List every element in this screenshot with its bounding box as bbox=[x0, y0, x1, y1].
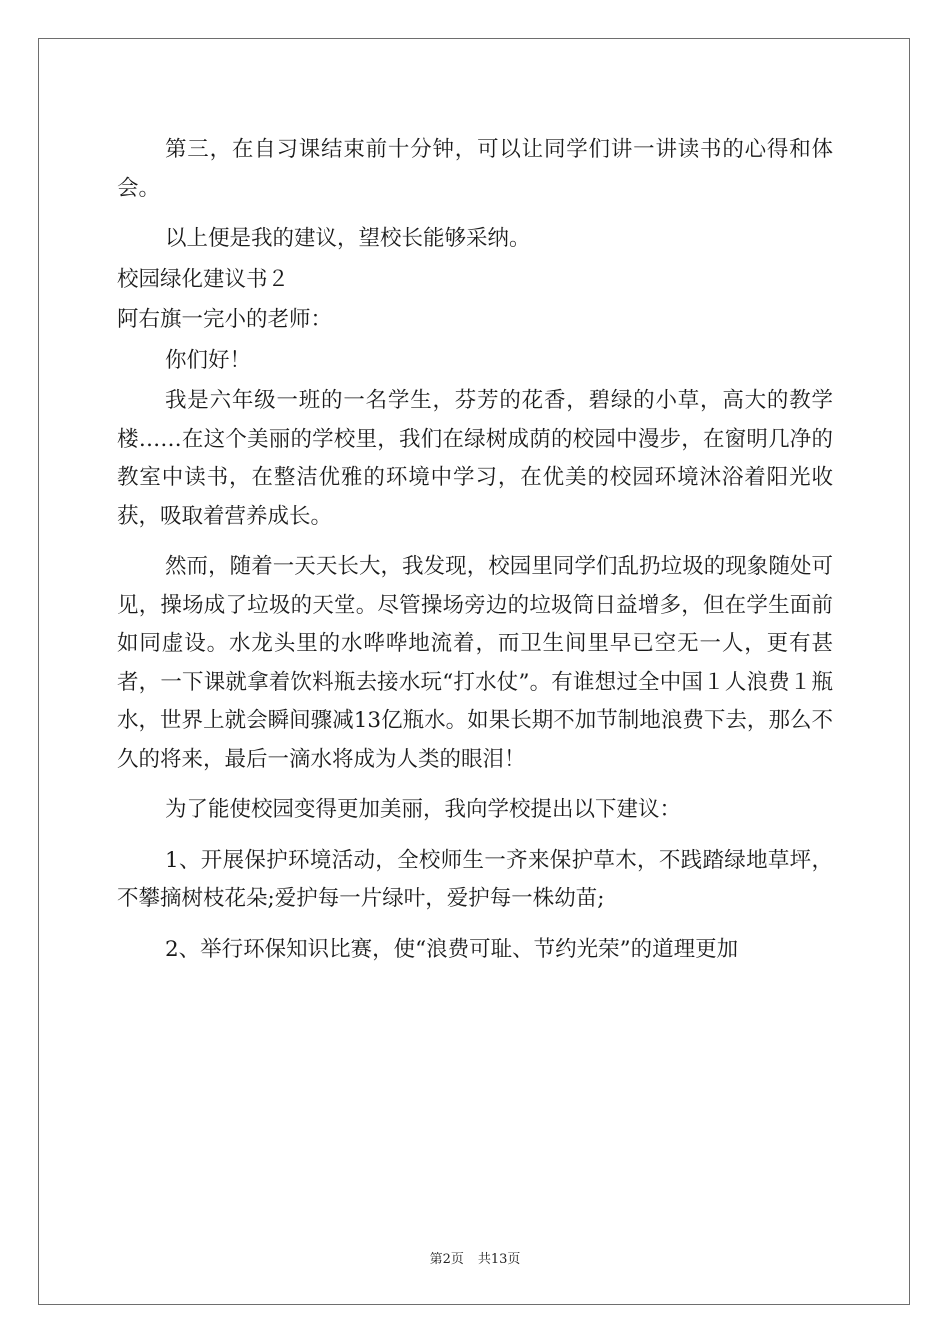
section-title: 校园绿化建议书２ bbox=[117, 266, 290, 292]
paragraph-third-suggestion: 第三，在自习课结束前十分钟，可以让同学们讲一讲读书的心得和体会。 bbox=[117, 137, 833, 201]
salutation: 阿右旗一完小的老师： bbox=[117, 307, 333, 332]
page-number: 第2页 bbox=[429, 1252, 464, 1267]
paragraph-closing: 以上便是我的建议，望校长能够采纳。 bbox=[165, 226, 531, 251]
paragraph-proposal-lead: 为了能使校园变得更加美丽，我向学校提出以下建议： bbox=[165, 797, 682, 822]
greeting: 你们好！ bbox=[165, 347, 252, 373]
paragraph-suggestion-1: 1、开展保护环境活动，全校师生一齐来保护草木，不践踏绿地草坪，不攀摘树枝花朵;爱护每一片绿叶，爱护每一株幼苗; bbox=[117, 847, 833, 911]
document-body bbox=[117, 131, 833, 969]
page-footer bbox=[0, 1248, 950, 1267]
paragraph-problem: 然而，随着一天天长大，我发现，校园里同学们乱扔垃圾的现象随处可见，操场成了垃圾的天堂。尽管操场旁边的垃圾筒日益增多，但在学生面前如同虚设。水龙头里的水哗哗地流着，而卫生间里早已空无一人，更有甚者，一下课就拿着饮料瓶去接水玩“打水仗”。有谁想过全中国１人浪费１瓶水，世界上就会瞬间骤减13亿瓶水。如果长期不加节制地浪费下去，那么不久的将来，最后一滴水将成为人类的眼泪！ bbox=[117, 554, 833, 772]
paragraph-suggestion-2: 2、举行环保知识比赛，使“浪费可耻、节约光荣”的道理更加 bbox=[165, 936, 739, 962]
paragraph-intro: 我是六年级一班的一名学生，芬芳的花香，碧绿的小草，高大的教学楼……在这个美丽的学校里，我们在绿树成荫的校园中漫步，在窗明几净的教室中读书，在整洁优雅的环境中学习，在优美的校园环境沐浴着阳光收获，吸取着营养成长。 bbox=[117, 388, 833, 529]
page-total: 共13页 bbox=[477, 1252, 521, 1267]
